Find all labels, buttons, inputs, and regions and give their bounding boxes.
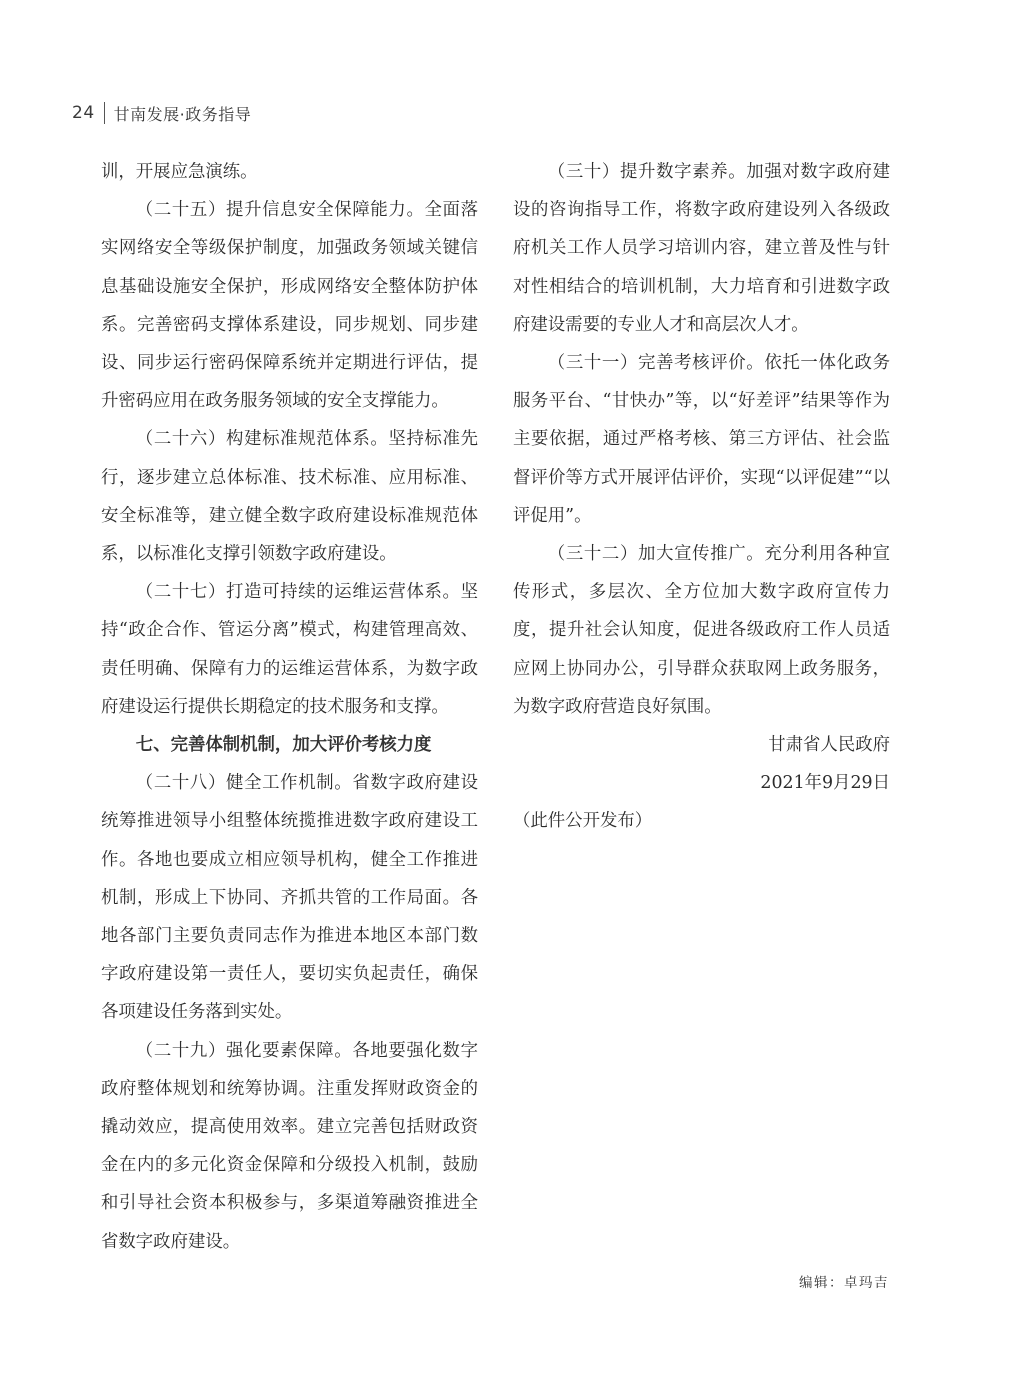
editor-credit: 编辑：卓玛吉	[799, 1275, 889, 1291]
publication-note: （此件公开发布）	[513, 811, 653, 832]
issue-date: 2021年9月29日	[760, 773, 890, 794]
paragraph-30: （三十）提升数字素养。加强对数字政府建设的咨询指导工作，将数字政府建设列入各级政府机关工作人员学习培训内容，建立普及性与针对性相结合的培训机制，大力培育和引进数字政府建设需要的专业人才和高层次人才。	[513, 162, 890, 335]
page-header	[72, 101, 251, 125]
paragraph-27: （二十七）打造可持续的运维运营体系。坚持“政企合作、管运分离”模式，构建管理高效、责任明确、保障有力的运维运营体系，为数字政府建设运行提供长期稳定的技术服务和支撑。	[101, 582, 478, 717]
signature: 甘肃省人民政府	[768, 735, 890, 756]
paragraph-32: （三十二）加大宣传推广。充分利用各种宣传形式，多层次、全方位加大数字政府宣传力度，提升社会认知度，促进各级政府工作人员适应网上协同办公，引导群众获取网上政务服务，为数字政府营造良好氛围。	[513, 544, 890, 717]
paragraph-25: （二十五）提升信息安全保障能力。全面落实网络安全等级保护制度，加强政务领域关键信息基础设施安全保护，形成网络安全整体防护体系。完善密码支撑体系建设，同步规划、同步建设、同步运行密码保障系统并定期进行评估，提升密码应用在政务服务领域的安全支撑能力。	[101, 200, 478, 412]
paragraph-26: （二十六）构建标准规范体系。坚持标准先行，逐步建立总体标准、技术标准、应用标准、安全标准等，建立健全数字政府建设标准规范体系，以标准化支撑引领数字政府建设。	[101, 429, 478, 565]
left-column	[101, 153, 478, 1261]
page-number: 24	[72, 103, 95, 123]
right-column	[513, 153, 890, 841]
header-divider	[104, 102, 105, 124]
paragraph-29: （二十九）强化要素保障。各地要强化数字政府整体规划和统筹协调。注重发挥财政资金的撬动效应，提高使用效率。建立完善包括财政资金在内的多元化资金保障和分级投入机制，鼓励和引导社会资本积极参与，多渠道筹融资推进全省数字政府建设。	[101, 1040, 478, 1252]
section-heading: 七、完善体制机制，加大评价考核力度	[135, 735, 432, 756]
running-title: 甘南发展·政务指导	[113, 104, 252, 124]
paragraph-31: （三十一）完善考核评价。依托一体化政务服务平台、“甘快办”等，以“好差评”结果等作为主要依据，通过严格考核、第三方评估、社会监督评价等方式开展评估评价，实现“以评促建”“以评促用”。	[513, 353, 890, 526]
paragraph-continuation: 训，开展应急演练。	[101, 162, 258, 182]
paragraph-28: （二十八）健全工作机制。省数字政府建设统筹推进领导小组整体统揽推进数字政府建设工作。各地也要成立相应领导机构，健全工作推进机制，形成上下协同、齐抓共管的工作局面。各地各部门主要负责同志作为推进本地区本部门数字政府建设第一责任人，要切实负起责任，确保各项建设任务落到实处。	[101, 773, 478, 1023]
